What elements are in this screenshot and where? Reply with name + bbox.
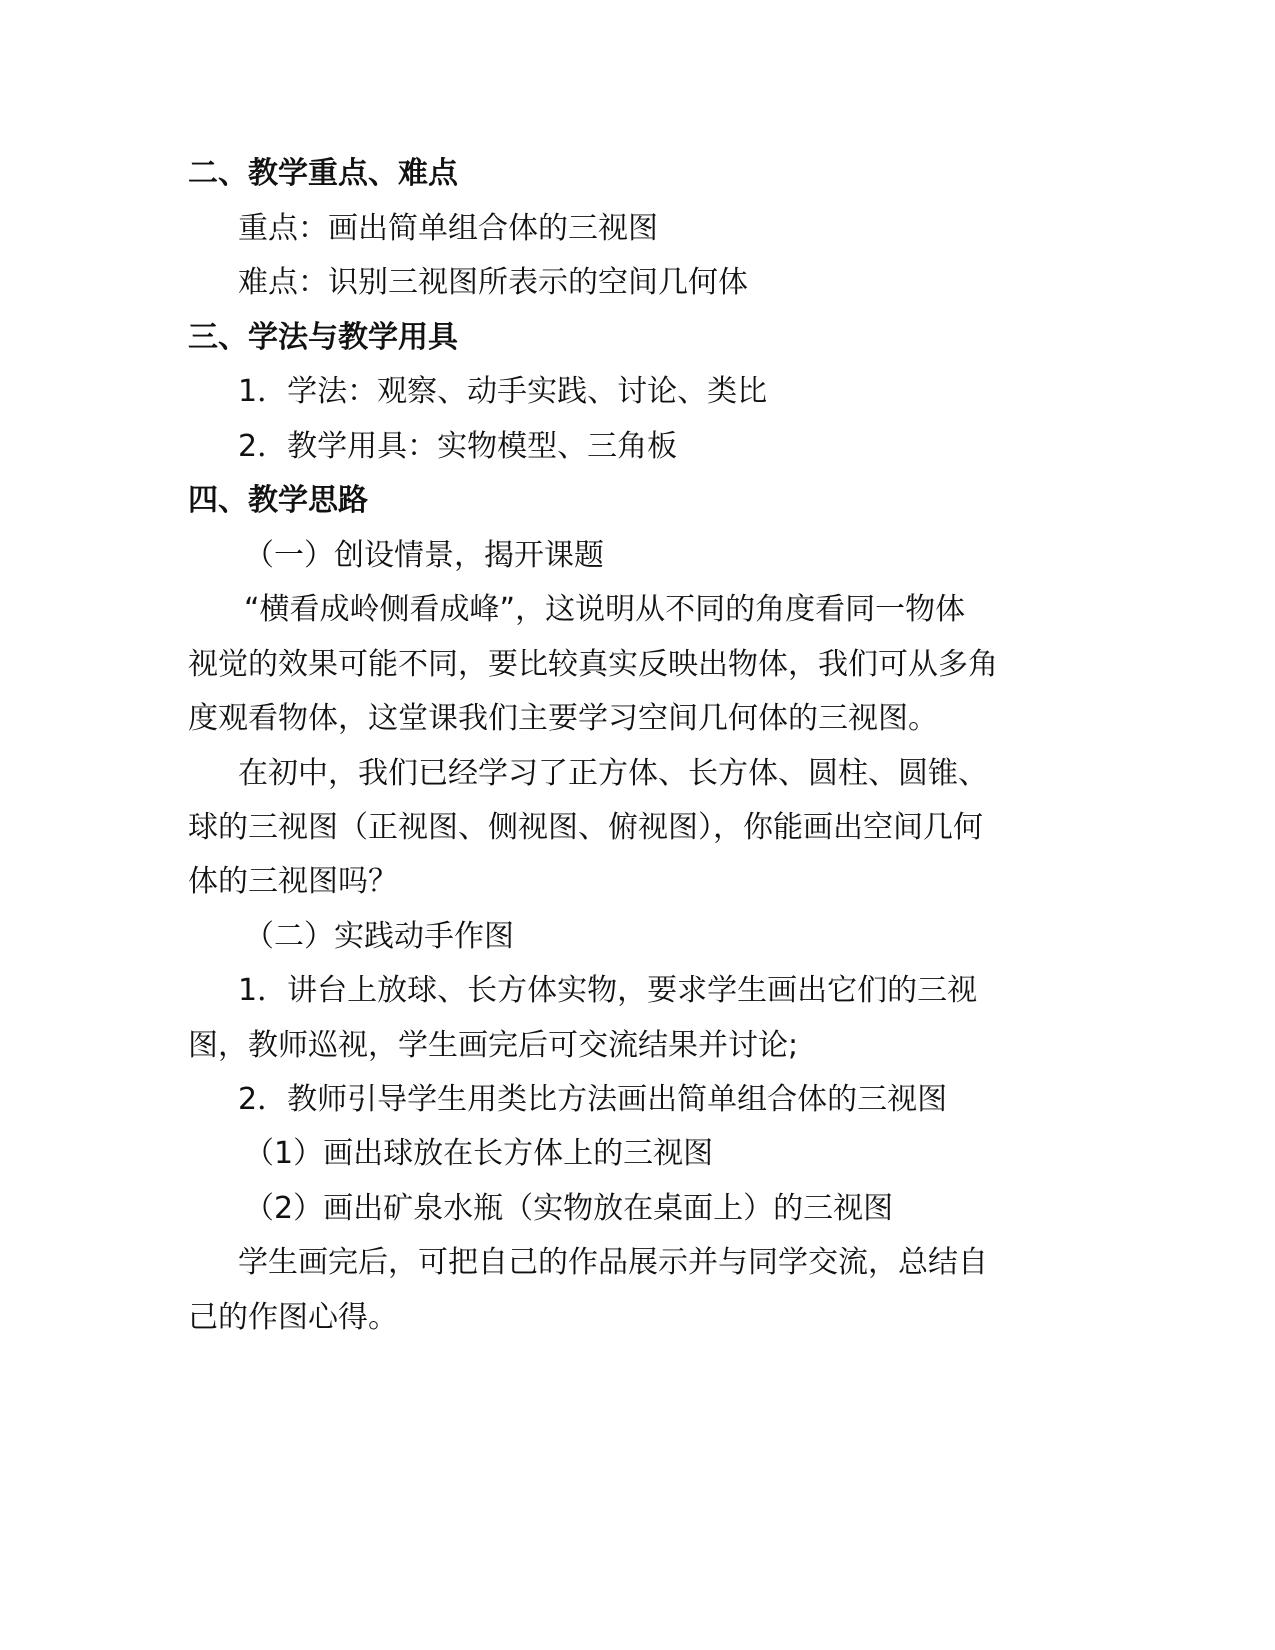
paragraph-line: 学生画完后，可把自己的作品展示并与同学交流，总结自 (238, 1245, 988, 1280)
learning-method-line: 1．学法：观察、动手实践、讨论、类比 (238, 374, 768, 409)
paragraph-line: 1．讲台上放球、长方体实物，要求学生画出它们的三视 (238, 973, 978, 1008)
list-item: （2）画出矿泉水瓶（实物放在桌面上）的三视图 (244, 1191, 894, 1226)
subsection-heading-intro: （一）创设情景，揭开课题 (244, 538, 604, 573)
list-item: （1）画出球放在长方体上的三视图 (244, 1136, 714, 1171)
paragraph-line: 己的作图心得。 (188, 1300, 398, 1335)
section-heading-methods-tools: 三、学法与教学用具 (188, 320, 458, 355)
teaching-tools-line: 2．教学用具：实物模型、三角板 (238, 429, 678, 464)
subsection-heading-practice: （二）实践动手作图 (244, 919, 514, 954)
section-heading-key-points: 二、教学重点、难点 (188, 156, 458, 191)
paragraph-line: “横看成岭侧看成峰”，这说明从不同的角度看同一物体 (244, 592, 966, 627)
paragraph-line: 球的三视图（正视图、侧视图、俯视图），你能画出空间几何 (188, 810, 983, 845)
paragraph-line: 视觉的效果可能不同，要比较真实反映出物体，我们可从多角 (188, 647, 998, 682)
paragraph-line: 体的三视图吗？ (188, 864, 398, 899)
paragraph-line: 在初中，我们已经学习了正方体、长方体、圆柱、圆锥、 (238, 756, 988, 791)
paragraph-line: 图，教师巡视，学生画完后可交流结果并讨论; (188, 1028, 799, 1063)
paragraph-line: 度观看物体，这堂课我们主要学习空间几何体的三视图。 (188, 701, 938, 736)
section-heading-teaching-ideas: 四、教学思路 (188, 483, 368, 518)
difficult-point-line: 难点：识别三视图所表示的空间几何体 (238, 265, 748, 300)
paragraph-line: 2．教师引导学生用类比方法画出简单组合体的三视图 (238, 1082, 948, 1117)
key-point-line: 重点：画出简单组合体的三视图 (238, 211, 658, 246)
